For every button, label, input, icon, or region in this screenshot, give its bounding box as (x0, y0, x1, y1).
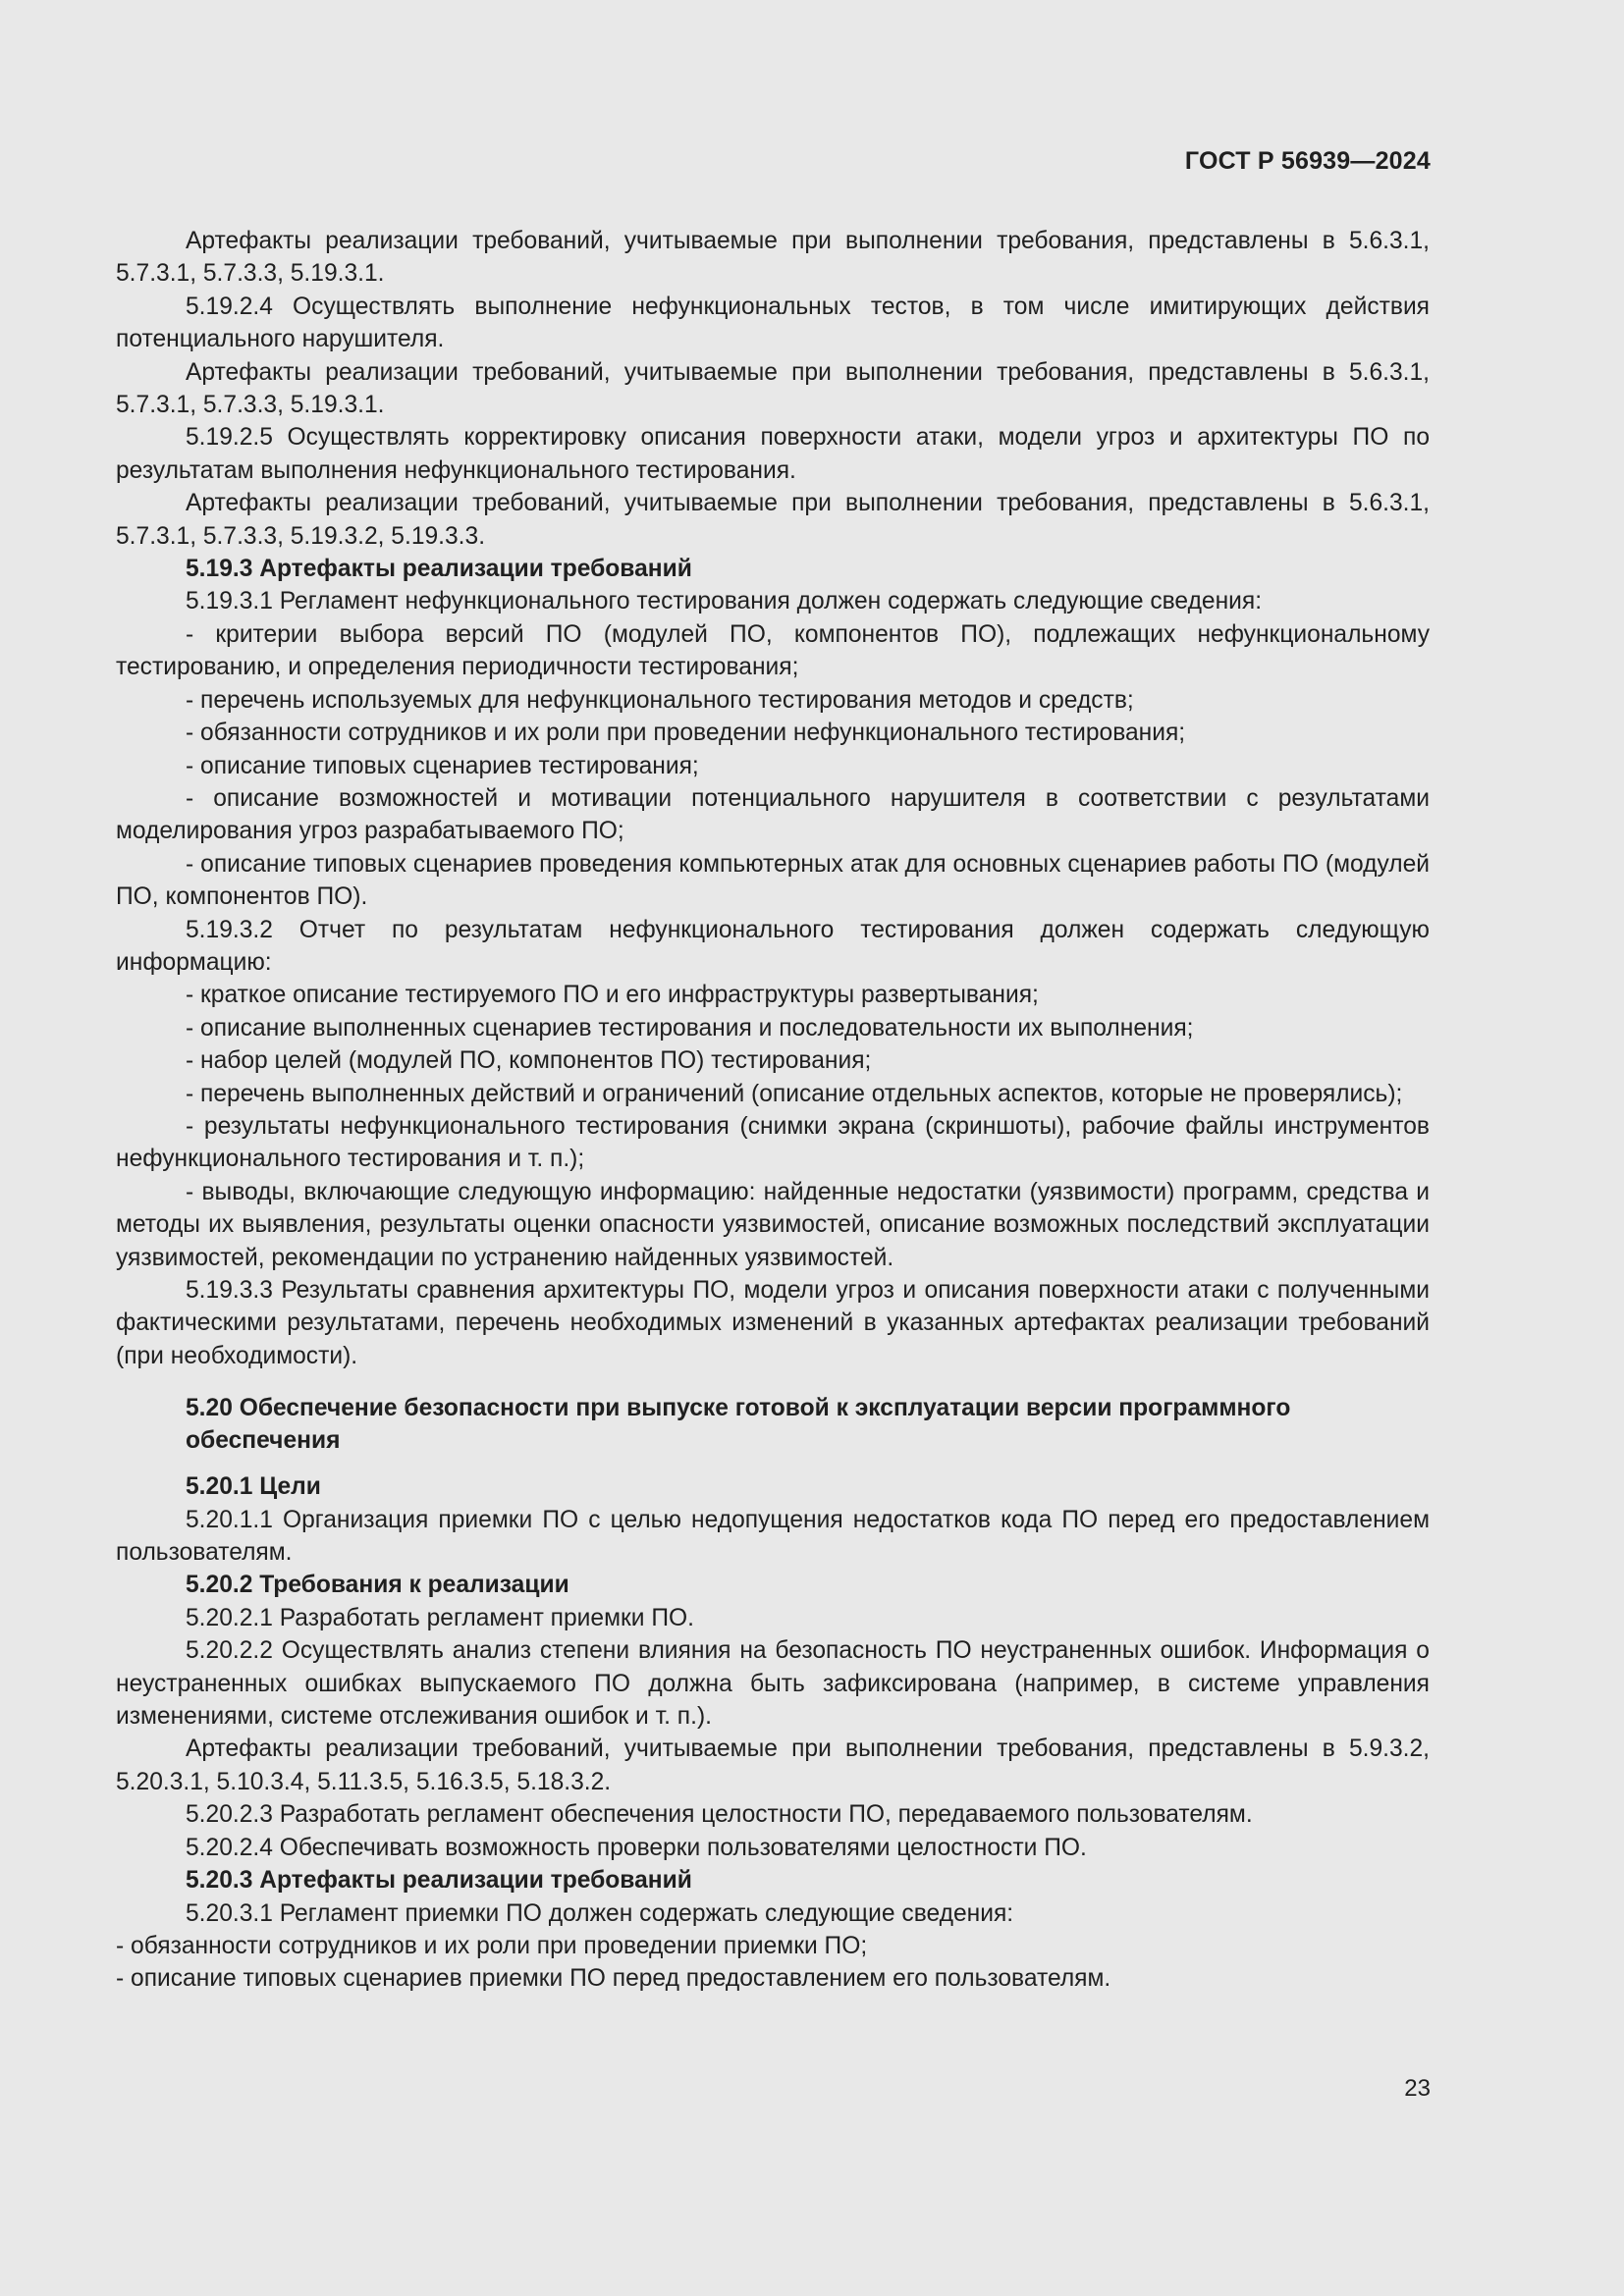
paragraph: 5.19.3.2 Отчет по результатам нефункционального тестирования должен содержать следующую информацию: (116, 916, 1430, 976)
list-item: - описание типовых сценариев тестирования; (186, 752, 699, 779)
list-item: - обязанности сотрудников и их роли при проведении приемки ПО; (116, 1932, 868, 1959)
subsection-heading: 5.20.1 Цели (186, 1473, 321, 1501)
list-item: - критерии выбора версий ПО (модулей ПО, компонентов ПО), подлежащих нефункциональному тестированию, и определения периодичности тестирования; (116, 620, 1430, 681)
subsection-heading: 5.20.2 Требования к реализации (186, 1572, 569, 1599)
paragraph: 5.19.2.5 Осуществлять корректировку описания поверхности атаки, модели угроз и архитектуры ПО по результатам выполнения нефункционального тестирования. (116, 424, 1430, 484)
paragraph: 5.20.2.3 Разработать регламент обеспечения целостности ПО, передаваемого пользователям. (186, 1801, 1253, 1829)
paragraph: 5.19.3.1 Регламент нефункционального тестирования должен содержать следующие сведения: (186, 588, 1263, 615)
paragraph: Артефакты реализации требований, учитываемые при выполнении требования, представлены в 5.6.3.1, 5.7.3.1, 5.7.3.3, 5.19.3.1. (116, 358, 1430, 419)
paragraph: 5.20.2.1 Разработать регламент приемки ПО. (186, 1604, 694, 1631)
list-item: - результаты нефункционального тестирования (снимки экрана (скриншоты), рабочие файлы инструментов нефункционального тестирования и т. п.); (116, 1112, 1430, 1173)
doc-code-header: ГОСТ Р 56939—2024 (1184, 147, 1431, 175)
list-item: - описание типовых сценариев приемки ПО перед предоставлением его пользователям. (116, 1965, 1111, 1993)
list-item: - описание возможностей и мотивации потенциального нарушителя в соответствии с результатами моделирования угроз разрабатываемого ПО; (116, 784, 1430, 845)
paragraph: 5.20.2.2 Осуществлять анализ степени влияния на безопасность ПО неустраненных ошибок. Информация о неустраненных ошибках выпускаемого ПО должна быть зафиксирована (например, в системе управления изменениями, системе отслеживания ошибок и т. п.). (116, 1637, 1430, 1731)
paragraph: 5.20.2.4 Обеспечивать возможность проверки пользователями целостности ПО. (186, 1834, 1087, 1861)
list-item: - набор целей (модулей ПО, компонентов ПО) тестирования; (186, 1047, 872, 1075)
list-item: - краткое описание тестируемого ПО и его инфраструктуры развертывания; (186, 982, 1039, 1009)
subsection-heading: 5.20.3 Артефакты реализации требований (186, 1867, 692, 1895)
subsection-heading: 5.19.3 Артефакты реализации требований (186, 556, 692, 583)
page-number: 23 (1404, 2075, 1431, 2102)
paragraph: 5.19.3.3 Результаты сравнения архитектуры ПО, модели угроз и описания поверхности атаки с полученными фактическими результатами, перечень необходимых изменений в указанных артефактах реализации требований (при необходимости). (116, 1277, 1430, 1369)
document-body (116, 225, 1430, 1996)
paragraph: 5.19.2.4 Осуществлять выполнение нефункциональных тестов, в том числе имитирующих действия потенциального нарушителя. (116, 293, 1430, 353)
list-item: - выводы, включающие следующую информацию: найденные недостатки (уязвимости) программ, средства и методы их выявления, результаты оценки опасности уязвимостей, описание возможных последствий эксплуатации уязвимостей, рекомендации по устранению найденных уязвимостей. (116, 1178, 1430, 1271)
paragraph: Артефакты реализации требований, учитываемые при выполнении требования, представлены в 5.9.3.2, 5.20.3.1, 5.10.3.4, 5.11.3.5, 5.16.3.5, 5.18.3.2. (116, 1735, 1430, 1795)
list-item: - описание типовых сценариев проведения компьютерных атак для основных сценариев работы ПО (модулей ПО, компонентов ПО). (116, 850, 1430, 911)
list-item: - описание выполненных сценариев тестирования и последовательности их выполнения; (186, 1014, 1194, 1041)
list-item: - перечень используемых для нефункционального тестирования методов и средств; (186, 686, 1134, 714)
section-heading: 5.20 Обеспечение безопасности при выпуске готовой к эксплуатации версии программного обеспечения (186, 1395, 1291, 1455)
list-item: - обязанности сотрудников и их роли при проведении нефункционального тестирования; (186, 720, 1186, 747)
paragraph: Артефакты реализации требований, учитываемые при выполнении требования, представлены в 5.6.3.1, 5.7.3.1, 5.7.3.3, 5.19.3.1. (116, 228, 1430, 288)
paragraph: 5.20.3.1 Регламент приемки ПО должен содержать следующие сведения: (186, 1899, 1014, 1927)
list-item: - перечень выполненных действий и ограничений (описание отдельных аспектов, которые не проверялись); (186, 1080, 1403, 1107)
paragraph: Артефакты реализации требований, учитываемые при выполнении требования, представлены в 5.6.3.1, 5.7.3.1, 5.7.3.3, 5.19.3.2, 5.19.3.3. (116, 490, 1430, 550)
paragraph: 5.20.1.1 Организация приемки ПО с целью недопущения недостатков кода ПО перед его предоставлением пользователям. (116, 1506, 1430, 1567)
